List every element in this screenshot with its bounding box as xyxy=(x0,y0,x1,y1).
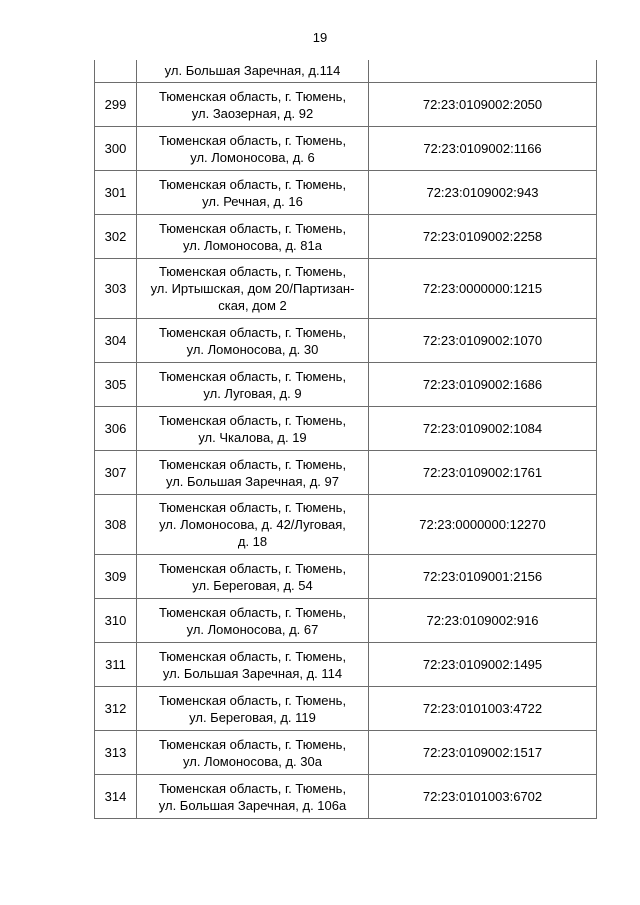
address-cell: Тюменская область, г. Тюмень, ул. Ломоносова, д. 42/Луговая, д. 18 xyxy=(137,495,369,555)
table-row xyxy=(95,127,597,171)
row-number-cell xyxy=(95,60,137,83)
table-row xyxy=(95,775,597,819)
table-row xyxy=(95,363,597,407)
row-number-cell: 306 xyxy=(95,407,137,451)
address-cell: Тюменская область, г. Тюмень, ул. Луговая, д. 9 xyxy=(137,363,369,407)
row-number-cell: 314 xyxy=(95,775,137,819)
row-number-cell: 313 xyxy=(95,731,137,775)
row-number-cell: 305 xyxy=(95,363,137,407)
page-number: 19 xyxy=(312,30,328,45)
address-cell: Тюменская область, г. Тюмень, ул. Ломоносова, д. 81а xyxy=(137,215,369,259)
table-row xyxy=(95,555,597,599)
cadastral-number-cell: 72:23:0101003:6702 xyxy=(369,775,597,819)
row-number-cell: 300 xyxy=(95,127,137,171)
cadastral-number-cell: 72:23:0109002:1084 xyxy=(369,407,597,451)
address-cell: Тюменская область, г. Тюмень, ул. Большая Заречная, д. 106а xyxy=(137,775,369,819)
cadastral-number-cell: 72:23:0109002:2050 xyxy=(369,83,597,127)
address-cell: Тюменская область, г. Тюмень, ул. Ломоносова, д. 30 xyxy=(137,319,369,363)
row-number-cell: 311 xyxy=(95,643,137,687)
table-row xyxy=(95,407,597,451)
row-number-cell: 303 xyxy=(95,259,137,319)
table-row-continuation xyxy=(95,60,597,83)
table-row xyxy=(95,495,597,555)
row-number-cell: 301 xyxy=(95,171,137,215)
table-row xyxy=(95,259,597,319)
cadastral-number-cell: 72:23:0101003:4722 xyxy=(369,687,597,731)
cadastral-number-cell: 72:23:0109002:1761 xyxy=(369,451,597,495)
property-table-body xyxy=(95,60,597,819)
table-row xyxy=(95,599,597,643)
address-cell: Тюменская область, г. Тюмень, ул. Речная, д. 16 xyxy=(137,171,369,215)
address-cell: Тюменская область, г. Тюмень, ул. Чкалова, д. 19 xyxy=(137,407,369,451)
table-row xyxy=(95,731,597,775)
table-row xyxy=(95,319,597,363)
address-cell: Тюменская область, г. Тюмень, ул. Ломоносова, д. 6 xyxy=(137,127,369,171)
address-cell: Тюменская область, г. Тюмень, ул. Заозерная, д. 92 xyxy=(137,83,369,127)
row-number-cell: 308 xyxy=(95,495,137,555)
property-table xyxy=(94,60,597,819)
row-number-cell: 312 xyxy=(95,687,137,731)
address-cell: Тюменская область, г. Тюмень, ул. Береговая, д. 54 xyxy=(137,555,369,599)
cadastral-number-cell: 72:23:0109002:1686 xyxy=(369,363,597,407)
table-row xyxy=(95,643,597,687)
cadastral-number-cell: 72:23:0109002:1070 xyxy=(369,319,597,363)
cadastral-number-cell: 72:23:0109002:1517 xyxy=(369,731,597,775)
cadastral-number-cell xyxy=(369,60,597,83)
cadastral-number-cell: 72:23:0109002:2258 xyxy=(369,215,597,259)
row-number-cell: 302 xyxy=(95,215,137,259)
row-number-cell: 309 xyxy=(95,555,137,599)
cadastral-number-cell: 72:23:0109001:2156 xyxy=(369,555,597,599)
cadastral-number-cell: 72:23:0109002:943 xyxy=(369,171,597,215)
address-cell: ул. Большая Заречная, д.114 xyxy=(137,60,369,83)
table-row xyxy=(95,171,597,215)
table-row xyxy=(95,687,597,731)
table-row xyxy=(95,215,597,259)
row-number-cell: 310 xyxy=(95,599,137,643)
table-row xyxy=(95,83,597,127)
address-cell: Тюменская область, г. Тюмень, ул. Береговая, д. 119 xyxy=(137,687,369,731)
address-cell: Тюменская область, г. Тюмень, ул. Иртышская, дом 20/Партизан- ская, дом 2 xyxy=(137,259,369,319)
cadastral-number-cell: 72:23:0109002:1495 xyxy=(369,643,597,687)
cadastral-number-cell: 72:23:0109002:916 xyxy=(369,599,597,643)
cadastral-number-cell: 72:23:0000000:12270 xyxy=(369,495,597,555)
row-number-cell: 307 xyxy=(95,451,137,495)
address-cell: Тюменская область, г. Тюмень, ул. Большая Заречная, д. 97 xyxy=(137,451,369,495)
address-cell: Тюменская область, г. Тюмень, ул. Ломоносова, д. 67 xyxy=(137,599,369,643)
row-number-cell: 304 xyxy=(95,319,137,363)
address-cell: Тюменская область, г. Тюмень, ул. Ломоносова, д. 30а xyxy=(137,731,369,775)
cadastral-number-cell: 72:23:0000000:1215 xyxy=(369,259,597,319)
row-number-cell: 299 xyxy=(95,83,137,127)
table-row xyxy=(95,451,597,495)
address-cell: Тюменская область, г. Тюмень, ул. Большая Заречная, д. 114 xyxy=(137,643,369,687)
cadastral-number-cell: 72:23:0109002:1166 xyxy=(369,127,597,171)
